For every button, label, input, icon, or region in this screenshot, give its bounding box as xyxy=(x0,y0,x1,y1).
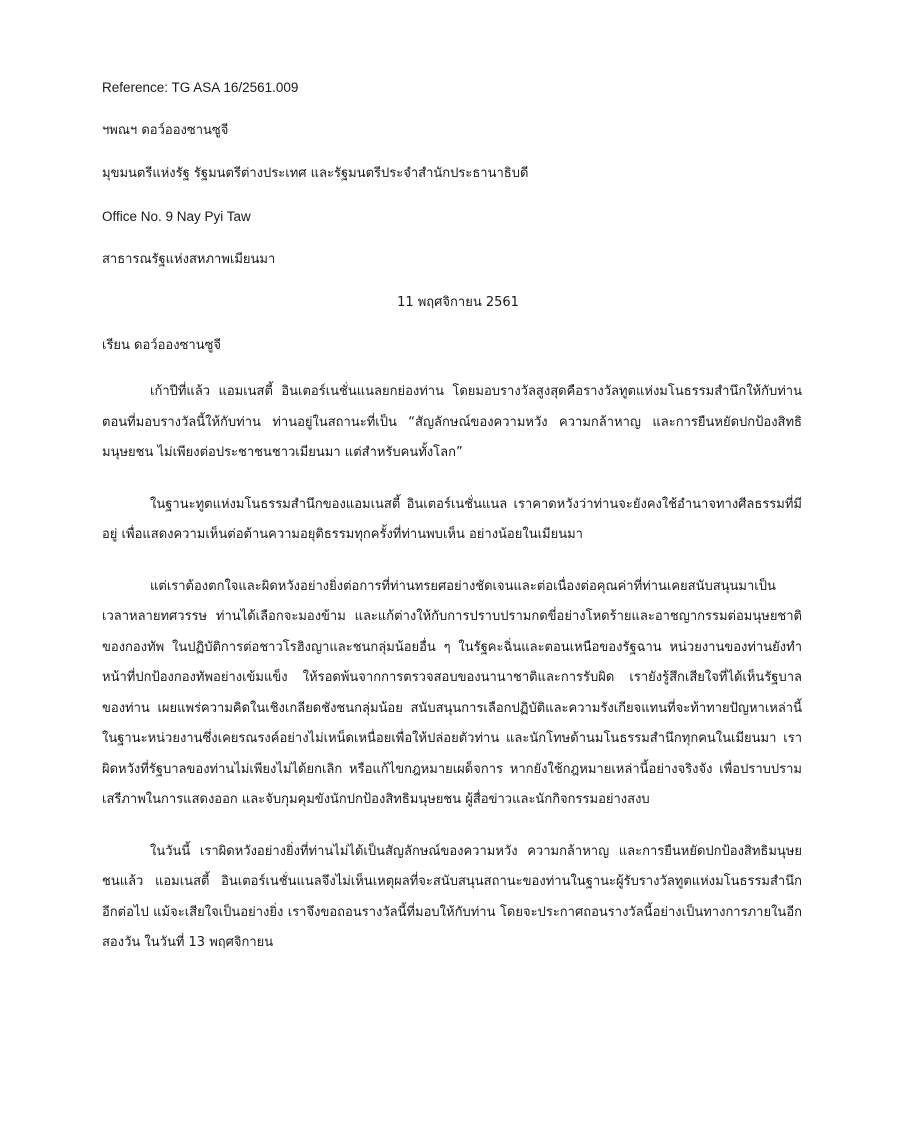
reference-line: Reference: TG ASA 16/2561.009 xyxy=(102,80,299,95)
recipient-name: ฯพณฯ ดอว์อองซานซูจี xyxy=(102,123,229,138)
recipient-title: มุขมนตรีแห่งรัฐ รัฐมนตรีต่างประเทศ และรัฐมนตรีประจำสำนักประธานาธิบดี xyxy=(102,166,529,181)
address-country: สาธารณรัฐแห่งสหภาพเมียนมา xyxy=(102,252,276,267)
body-paragraph-3: แต่เราต้องตกใจและผิดหวังอย่างยิ่งต่อการที่ท่านทรยศอย่างชัดเจนและต่อเนื่องต่อคุณค่าที่ท่านเคยสนับสนุนมาเป็นเวลาหลายทศวรรษ ท่านได้เลือกจะมองข้าม และแก้ต่างให้กับการปราบปรามกดขี่อย่างโหดร้ายและอาชญากรรมต่อมนุษยชาติของกองทัพ ในปฏิบัติการต่อชาวโรฮิงญาและชนกลุ่มน้อยอื่น ๆ ในรัฐคะฉิ่นและตอนเหนือของรัฐฉาน หน่วยงานของท่านยังทำหน้าที่ปกป้องกองทัพอย่างเข้มแข็ง ให้รอดพ้นจากการตรวจสอบของนานาชาติและการรับผิด เรายังรู้สึกเสียใจที่ได้เห็นรัฐบาลของท่าน เผยแพร่ความคิดในเชิงเกลียดชังชนกลุ่มน้อย สนับสนุนการเลือกปฏิบัติและความรังเกียจแทนที่จะท้าทายปัญหาเหล่านี้ ในฐานะหน่วยงานซึ่งเคยรณรงค์อย่างไม่เหน็ดเหนื่อยเพื่อให้ปล่อยตัวท่าน และนักโทษด้านมโนธรรมสำนึกทุกคนในเมียนมา เราผิดหวังที่รัฐบาลของท่านไม่เพียงไม่ได้ยกเลิก หรือแก้ไขกฎหมายเผด็จการ หากยังใช้กฎหมายเหล่านี้อย่างจริงจัง เพื่อปราบปรามเสรีภาพในการแสดงออก และจับกุมคุมขังนักปกป้องสิทธิมนุษยชน ผู้สื่อข่าวและนักกิจกรรมอย่างสงบ xyxy=(102,578,802,807)
letter-date: 11 พฤศจิกายน 2561 xyxy=(397,295,519,310)
body-paragraph-1: เก้าปีที่แล้ว แอมเนสตี้ อินเตอร์เนชั่นแนลยกย่องท่าน โดยมอบรางวัลสูงสุดคือรางวัลทูตแห่งมโนธรรมสำนึกให้กับท่าน ตอนที่มอบรางวัลนี้ให้กับท่าน ท่านอยู่ในสถานะที่เป็น “สัญลักษณ์ของความหวัง ความกล้าหาญ และการยืนหยัดปกป้องสิทธิมนุษยชน ไม่เพียงต่อประชาชนชาวเมียนมา แต่สำหรับคนทั้งโลก” xyxy=(102,384,802,460)
salutation: เรียน ดอว์อองซานซูจี xyxy=(102,338,222,353)
body-paragraph-2: ในฐานะทูตแห่งมโนธรรมสำนึกของแอมเนสตี้ อินเตอร์เนชั่นแนล เราคาดหวังว่าท่านจะยังคงใช้อำนาจทางศีลธรรมที่มีอยู่ เพื่อแสดงความเห็นต่อต้านความอยุติธรรมทุกครั้งที่ท่านพบเห็น อย่างน้อยในเมียนมา xyxy=(102,496,802,542)
address-office: Office No. 9 Nay Pyi Taw xyxy=(102,209,251,224)
letter-body xyxy=(102,377,802,959)
letter-document xyxy=(102,78,802,959)
body-paragraph-4: ในวันนี้ เราผิดหวังอย่างยิ่งที่ท่านไม่ได้เป็นสัญลักษณ์ของความหวัง ความกล้าหาญ และการยืนหยัดปกป้องสิทธิมนุษยชนแล้ว แอมเนสตี้ อินเตอร์เนชั่นแนลจึงไม่เห็นเหตุผลที่จะสนับสนุนสถานะของท่านในฐานะผู้รับรางวัลทูตแห่งมโนธรรมสำนึกอีกต่อไป แม้จะเสียใจเป็นอย่างยิ่ง เราจึงขอถอนรางวัลนี้ที่มอบให้กับท่าน โดยจะประกาศถอนรางวัลนี้อย่างเป็นทางการภายในอีกสองวัน ในวันที่ 13 พฤศจิกายน xyxy=(102,843,802,950)
